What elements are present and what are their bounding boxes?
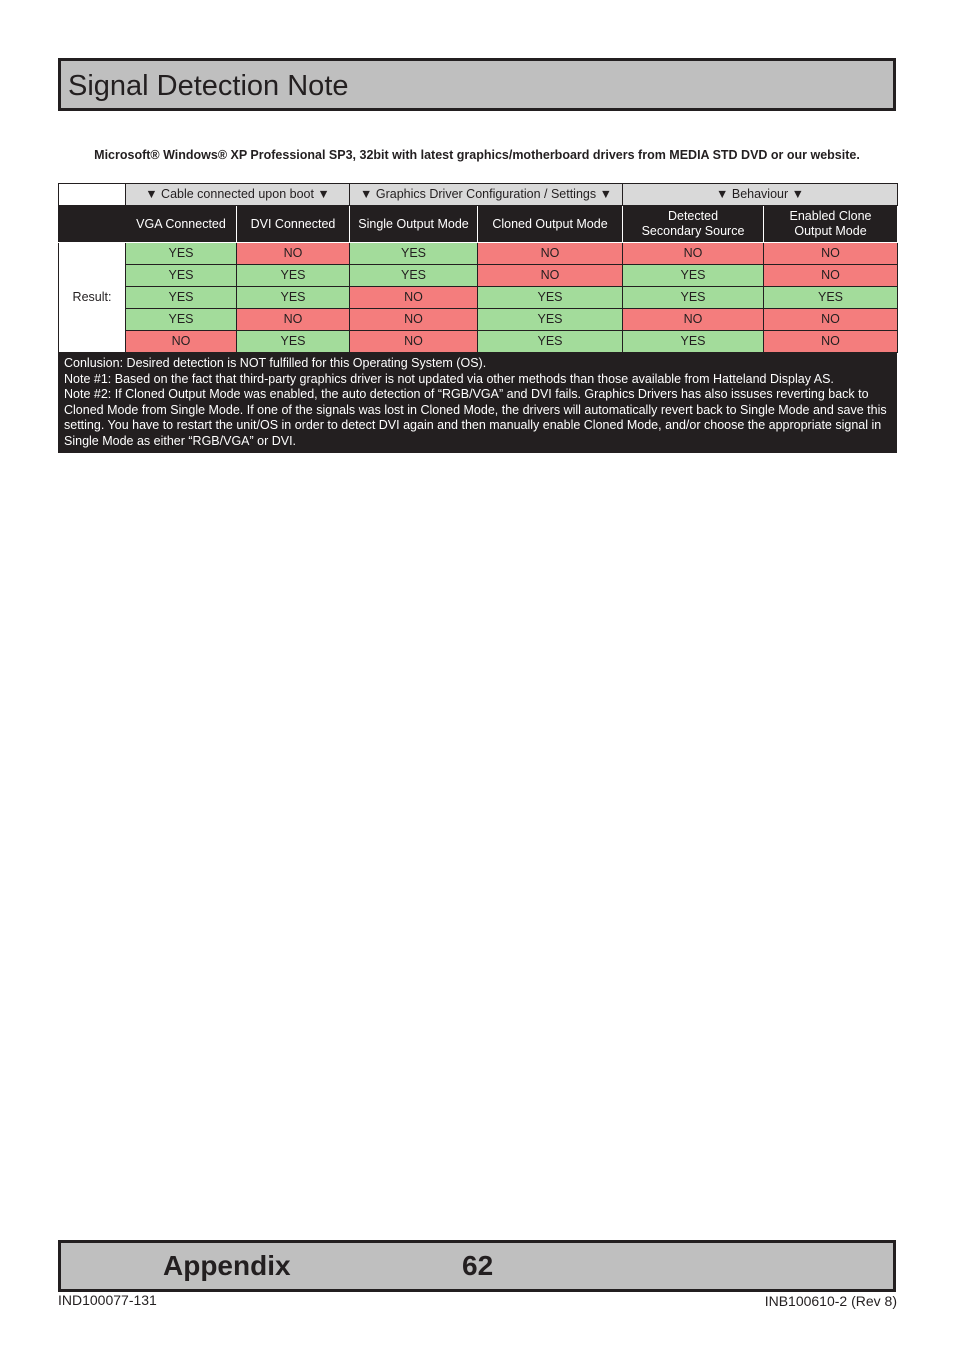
result-cell: YES (126, 309, 237, 331)
result-cell: YES (478, 287, 623, 309)
result-cell: YES (623, 287, 764, 309)
result-cell: YES (764, 287, 898, 309)
group-cable: ▼ Cable connected upon boot ▼ (126, 184, 350, 206)
col-enabled-line2: Output Mode (794, 224, 867, 238)
result-cell: YES (350, 243, 478, 265)
col-detected-line1: Detected (667, 209, 719, 223)
col-dvi-connected: DVI Connected (237, 206, 350, 243)
table-row (59, 265, 898, 287)
result-cell: NO (350, 287, 478, 309)
result-cell: YES (350, 265, 478, 287)
result-cell: NO (478, 265, 623, 287)
table-row (59, 243, 898, 265)
result-cell: YES (623, 331, 764, 353)
footer-bar (58, 1240, 896, 1292)
result-cell: NO (623, 243, 764, 265)
result-cell: NO (623, 309, 764, 331)
result-cell: NO (764, 265, 898, 287)
group-driver: ▼ Graphics Driver Configuration / Settings ▼ (350, 184, 623, 206)
result-cell: NO (126, 331, 237, 353)
table-row (59, 309, 898, 331)
column-header-row (59, 206, 898, 243)
result-cell: YES (126, 287, 237, 309)
page-title: Signal Detection Note (68, 70, 349, 102)
result-cell: NO (350, 331, 478, 353)
col-enabled-line1: Enabled Clone (789, 209, 872, 223)
page-number: 62 (462, 1250, 494, 1281)
col-detected-secondary (623, 206, 764, 243)
document-id-left: IND100077-131 (58, 1292, 157, 1308)
result-cell: YES (237, 331, 350, 353)
signal-detection-table (58, 183, 898, 353)
os-subtitle: Microsoft® Windows® XP Professional SP3, 32bit with latest graphics/motherboard drivers from MEDIA STD DVD or our website. (94, 148, 860, 162)
col-enabled-clone (764, 206, 898, 243)
group-header-row (59, 184, 898, 206)
result-cell: NO (764, 331, 898, 353)
result-cell: NO (764, 243, 898, 265)
note-2-text: Note #2: If Cloned Output Mode was enabled, the auto detection of “RGB/VGA” and DVI fails. Graphics Drivers has also issuses reverting back to Cloned Mode from Single Mode. If one of the signals was lost in Cloned Mode, the drivers will automatically revert back to Single Mode and save this setting. You have to restart the unit/OS in order to detect DVI again and then manually enable Cloned Mode, and/or choose the appropriate signal in Single Mode as either “RGB/VGA” or DVI. (64, 387, 887, 448)
result-cell: YES (478, 309, 623, 331)
result-cell: YES (237, 265, 350, 287)
result-cell: NO (237, 243, 350, 265)
result-cell: YES (126, 265, 237, 287)
result-cell: NO (478, 243, 623, 265)
result-cell: YES (237, 287, 350, 309)
document-id-right: INB100610-2 (Rev 8) (764, 1293, 897, 1309)
conclusion-text: Conlusion: Desired detection is NOT fulfilled for this Operating System (OS). (64, 356, 487, 370)
result-cell: YES (478, 331, 623, 353)
col-detected-line2: Secondary Source (641, 224, 745, 238)
column-header-corner (59, 206, 126, 243)
result-cell: NO (350, 309, 478, 331)
section-title: Appendix (163, 1250, 291, 1281)
result-cell: NO (764, 309, 898, 331)
col-vga-connected: VGA Connected (126, 206, 237, 243)
table-row (59, 331, 898, 353)
title-bar (58, 58, 896, 111)
group-behaviour: ▼ Behaviour ▼ (623, 184, 898, 206)
col-cloned-output: Cloned Output Mode (478, 206, 623, 243)
table-row (59, 287, 898, 309)
col-single-output: Single Output Mode (350, 206, 478, 243)
notes-box (58, 353, 897, 453)
result-label: Result: (59, 243, 126, 353)
result-cell: YES (126, 243, 237, 265)
note-1-text: Note #1: Based on the fact that third-party graphics driver is not updated via other methods than those available from Hatteland Display AS. (64, 371, 834, 386)
result-cell: NO (237, 309, 350, 331)
result-cell: YES (623, 265, 764, 287)
corner-cell (59, 184, 126, 206)
